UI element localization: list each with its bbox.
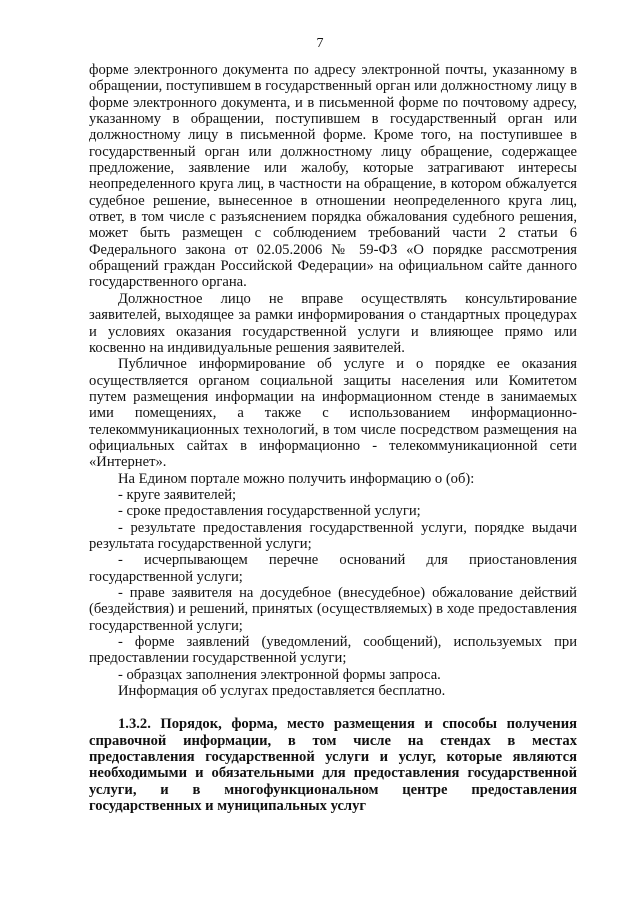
list-item-appeal-right: - праве заявителя на досудебное (внесудебное) обжалование действий (бездействия) и решений, принятых (осуществляемых) в ходе предоставления государственной услуги; xyxy=(89,585,577,634)
page-number: 7 xyxy=(316,36,324,51)
paragraph-free-of-charge: Информация об услугах предоставляется бесплатно. xyxy=(118,683,446,700)
document-body xyxy=(89,62,577,814)
list-item-suspension-grounds: - исчерпывающем перечне оснований для приостановления государственной услуги; xyxy=(89,552,577,585)
paragraph-consulting-limits: Должностное лицо не вправе осуществлять консультирование заявителей, выходящее за рамки информирования о стандартных процедурах и условиях оказания государственной услуги и влияющее прямо или косвенно на индивидуальные решения заявителей. xyxy=(89,290,577,356)
paragraph-public-informing: Публичное информирование об услуге и о порядке ее оказания осуществляется органом социальной защиты населения или Комитетом путем размещения информации на информационном стенде в занимаемых ими помещениях, а также с использованием информационно-телекоммуникационных технологий, в том числе посредством размещения на официальных сайтах в информационно - телекоммуникационной сети «Интернет». xyxy=(89,356,577,471)
list-item-form-samples: - образцах заполнения электронной формы запроса. xyxy=(118,666,441,683)
list-item-result: - результате предоставления государственной услуги, порядке выдачи результата государственной услуги; xyxy=(89,519,577,552)
list-item-term: - сроке предоставления государственной услуги; xyxy=(118,503,421,520)
section-heading-1-3-2: 1.3.2. Порядок, форма, место размещения и способы получения справочной информации, в том числе на стендах в местах предоставления государственной услуги и услуг, которые являются необходимыми и обязательными для предоставления государственной услуги, и в многофункциональном центре предоставления государственных и муниципальных услуг xyxy=(89,716,577,815)
paragraph-continuation: форме электронного документа по адресу электронной почты, указанному в обращении, поступившем в государственный орган или должностному лицу в форме электронного документа, и в письменной форме по почтовому адресу, указанному в обращении, поступившем в государственный орган или должностному лицу в письменной форме. Кроме того, на поступившее в государственный орган или должностному лицу обращение, содержащее предложение, заявление или жалобу, которые затрагивают интересы неопределенного круга лиц, в частности на обращение, в котором обжалуется судебное решение, вынесенное в отношении неопределенного круга лиц, ответ, в том числе с разъяснением порядка обжалования судебного решения, может быть размещен с соблюдением требований части 2 статьи 6 Федерального закона от 02.05.2006 № 59-ФЗ «О порядке рассмотрения обращений граждан Российской Федерации» на официальном сайте данного государственного органа. xyxy=(89,62,577,291)
paragraph-portal-intro: На Едином портале можно получить информацию о (об): xyxy=(118,470,475,487)
list-item-applicants: - круге заявителей; xyxy=(118,486,237,503)
list-item-application-forms: - форме заявлений (уведомлений, сообщений), используемых при предоставлении государственной услуги; xyxy=(89,634,577,667)
